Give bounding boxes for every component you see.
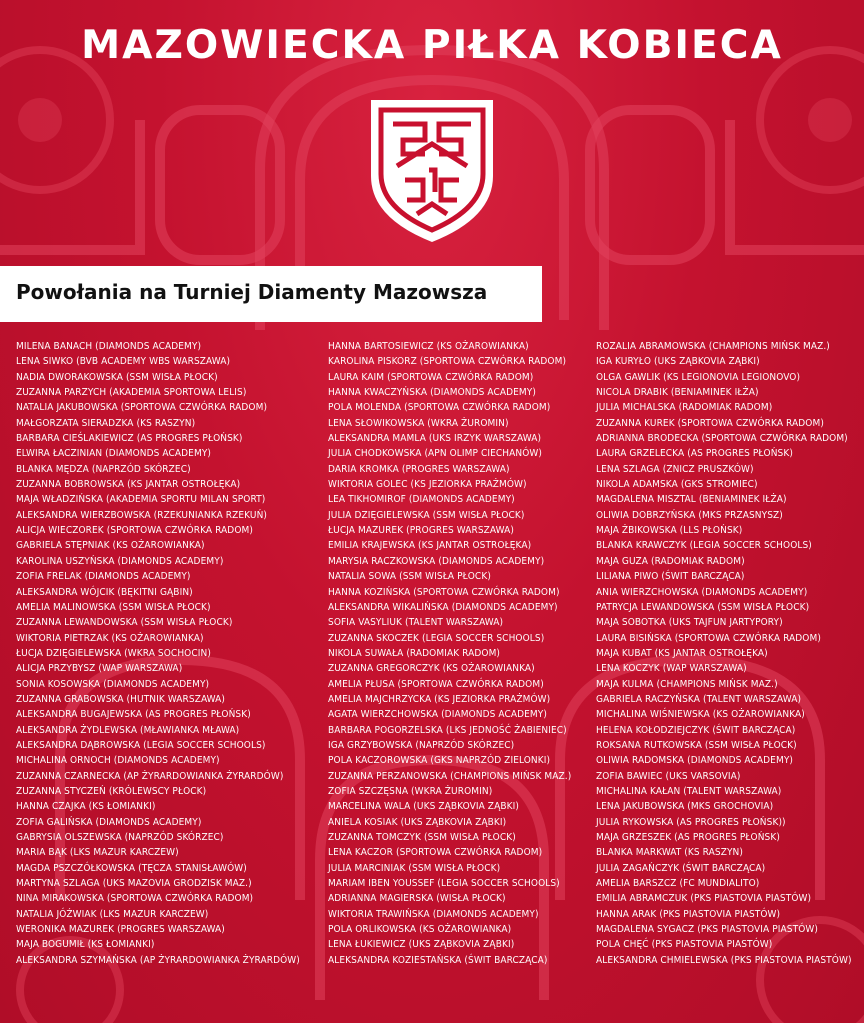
player-entry: LENA KOCZYK (WAP WARSZAWA)	[596, 663, 747, 675]
player-entry: JULIA ZAGAŃCZYK (ŚWIT BARCZĄCA)	[596, 862, 766, 874]
player-entry: AMELIA BARSZCZ (FC MUNDIALITO)	[596, 878, 760, 890]
player-entry: ALEKSANDRA SZYMAŃSKA (AP ŻYRARDOWIANKA ŻYRARDÓW)	[16, 954, 300, 966]
player-entry: NADIA DWORAKOWSKA (SSM WISŁA PŁOCK)	[16, 371, 218, 383]
player-entry: MAJA WŁADZIŃSKA (AKADEMIA SPORTU MILAN SPORT)	[16, 494, 266, 506]
player-entry: WIKTORIA PIETRZAK (KS OŻAROWIANKA)	[16, 632, 204, 644]
player-entry: AMELIA PŁUSA (SPORTOWA CZWÓRKA RADOM)	[328, 678, 544, 690]
player-entry: GABRYSIA OLSZEWSKA (NAPRZÓD SKÓRZEC)	[16, 832, 224, 843]
player-entry: MAJA SOBOTKA (UKS TAJFUN JARTYPORY)	[596, 617, 783, 629]
player-entry: ADRIANNA MAGIERSKA (WISŁA PŁOCK)	[328, 893, 506, 905]
eagle-shield-crest-icon	[367, 96, 497, 246]
player-entry: ALEKSANDRA CHMIELEWSKA (PKS PIASTOVIA PIASTÓW)	[596, 954, 852, 966]
player-entry: IGA KURYŁO (UKS ZĄBKOVIA ZĄBKI)	[596, 356, 760, 368]
player-entry: LEA TIKHOMIROF (DIAMONDS ACADEMY)	[328, 494, 515, 506]
player-entry: KAROLINA USZYŃSKA (DIAMONDS ACADEMY)	[16, 555, 224, 567]
banner	[0, 266, 542, 322]
player-entry: EMILIA KRAJEWSKA (KS JANTAR OSTROŁĘKA)	[328, 540, 532, 552]
player-entry: HANNA KOZIŃSKA (SPORTOWA CZWÓRKA RADOM)	[328, 586, 560, 598]
player-entry: ZOFIA GALIŃSKA (DIAMONDS ACADEMY)	[16, 816, 202, 828]
player-entry: NATALIA SOWA (SSM WISŁA PŁOCK)	[328, 571, 491, 583]
player-entry: HANNA BARTOSIEWICZ (KS OŻAROWIANKA)	[328, 341, 529, 352]
player-entry: HANNA CZAJKA (KS ŁOMIANKI)	[16, 801, 156, 813]
player-entry: PATRYCJA LEWANDOWSKA (SSM WISŁA PŁOCK)	[596, 601, 810, 613]
player-entry: JULIA DZIĘGIELEWSKA (SSM WISŁA PŁOCK)	[328, 509, 525, 521]
player-entry: MAGDALENA MISZTAL (BENIAMINEK IŁŻA)	[596, 494, 787, 506]
player-entry: LENA JAKUBOWSKA (MKS GROCHOVIA)	[596, 801, 774, 813]
player-entry: ANIELA KOSIAK (UKS ZĄBKOVIA ZĄBKI)	[328, 816, 507, 828]
player-entry: POLA KACZOROWSKA (GKS NAPRZÓD ZIELONKI)	[328, 755, 551, 767]
page-title: MAZOWIECKA PIŁKA KOBIECA	[81, 23, 783, 68]
player-entry: ZOFIA BAWIEC (UKS VARSOVIA)	[596, 770, 741, 782]
player-entry: NATALIA JÓŹWIAK (LKS MAZUR KARCZEW)	[16, 908, 209, 920]
player-entry: MARIAM IBEN YOUSSEF (LEGIA SOCCER SCHOOLS)	[328, 878, 560, 890]
player-entry: POLA MOLENDA (SPORTOWA CZWÓRKA RADOM)	[328, 402, 551, 414]
player-entry: NINA MIRAKOWSKA (SPORTOWA CZWÓRKA RADOM)	[16, 893, 254, 905]
player-entry: LENA SIWKO (BVB ACADEMY WBS WARSZAWA)	[16, 356, 231, 368]
player-entry: ALICJA WIECZOREK (SPORTOWA CZWÓRKA RADOM)	[16, 525, 253, 537]
player-entry: LAURA BISIŃSKA (SPORTOWA CZWÓRKA RADOM)	[596, 632, 821, 644]
player-entry: MAJA BOGUMIŁ (KS ŁOMIANKI)	[16, 939, 155, 951]
player-entry: MARCELINA WALA (UKS ZĄBKOVIA ZĄBKI)	[328, 801, 519, 813]
player-entry: AGATA WIERZCHOWSKA (DIAMONDS ACADEMY)	[328, 709, 547, 721]
player-entry: LAURA KAIM (SPORTOWA CZWÓRKA RADOM)	[328, 371, 534, 383]
player-entry: ALEKSANDRA WIKALIŃSKA (DIAMONDS ACADEMY)	[328, 601, 558, 613]
player-entry: ELWIRA ŁACZINIAN (DIAMONDS ACADEMY)	[16, 448, 212, 460]
player-entry: WIKTORIA GOLEC (KS JEZIORKA PRAŻMÓW)	[328, 479, 527, 491]
player-entry: ŁUCJA DZIĘGIELEWSKA (WKRA SOCHOCIN)	[16, 647, 211, 659]
player-entry: ALEKSANDRA ŻYDLEWSKA (MŁAWIANKA MŁAWA)	[16, 724, 240, 736]
player-entry: BLANKA MARKWAT (KS RASZYN)	[596, 847, 743, 859]
player-entry: ALEKSANDRA KOZIESTAŃSKA (ŚWIT BARCZĄCA)	[328, 954, 548, 966]
player-entry: SOFIA VASYLIUK (TALENT WARSZAWA)	[328, 617, 504, 629]
player-entry: JULIA MARCINIAK (SSM WISŁA PŁOCK)	[328, 862, 501, 874]
player-entry: MAJA GRZESZEK (AS PROGRES PŁOŃSK)	[596, 832, 780, 843]
player-entry: ROZALIA ABRAMOWSKA (CHAMPIONS MIŃSK MAZ.)	[596, 341, 830, 352]
player-entry: MAJA KULMA (CHAMPIONS MIŃSK MAZ.)	[596, 678, 778, 690]
player-entry: OLGA GAWLIK (KS LEGIONOVIA LEGIONOVO)	[596, 371, 801, 383]
player-entry: HANNA KWACZYŃSKA (DIAMONDS ACADEMY)	[328, 387, 536, 399]
player-entry: ALEKSANDRA WIERZBOWSKA (RZEKUNIANKA RZEKUŃ)	[16, 509, 268, 521]
player-entry: MAJA KUBAT (KS JANTAR OSTROŁĘKA)	[596, 647, 768, 659]
player-entry: MICHALINA ORNOCH (DIAMONDS ACADEMY)	[16, 755, 220, 767]
player-entry: MARIA BĄK (LKS MAZUR KARCZEW)	[16, 847, 179, 859]
player-entry: MAJA ŻBIKOWSKA (LLS PŁOŃSK)	[596, 525, 743, 537]
player-entry: BARBARA POGORZELSKA (LKS JEDNOŚĆ ŻABIENIEC)	[328, 724, 567, 736]
player-entry: ZUZANNA CZARNECKA (AP ŻYRARDOWIANKA ŻYRARDÓW)	[16, 770, 284, 782]
player-entry: POLA ORLIKOWSKA (KS OŻAROWIANKA)	[328, 924, 512, 936]
player-entry: LENA SZLAGA (ZNICZ PRUSZKÓW)	[596, 463, 754, 475]
player-entry: ALEKSANDRA BUGAJEWSKA (AS PROGRES PŁOŃSK)	[16, 709, 251, 721]
player-entry: JULIA RYKOWSKA (AS PROGRES PŁOŃSK))	[596, 816, 786, 828]
player-entry: OLIWIA RADOMSKA (DIAMONDS ACADEMY)	[596, 755, 794, 767]
player-entry: MICHALINA WIŚNIEWSKA (KS OŻAROWIANKA)	[596, 709, 805, 721]
player-entry: EMILIA ABRAMCZUK (PKS PIASTOVIA PIASTÓW)	[596, 893, 812, 905]
player-entry: ZUZANNA GREGORCZYK (KS OŻAROWIANKA)	[328, 663, 535, 675]
player-entry: MICHALINA KAŁAN (TALENT WARSZAWA)	[596, 785, 782, 797]
player-entry: POLA CHĘĆ (PKS PIASTOVIA PIASTÓW)	[596, 939, 773, 951]
player-entry: MAŁGORZATA SIERADZKA (KS RASZYN)	[16, 417, 196, 429]
player-entry: BARBARA CIEŚLAKIEWICZ (AS PROGRES PŁOŃSK)	[16, 433, 243, 445]
player-entry: MILENA BANACH (DIAMONDS ACADEMY)	[16, 341, 202, 352]
player-entry: ZUZANNA LEWANDOWSKA (SSM WISŁA PŁOCK)	[16, 617, 233, 629]
player-entry: SONIA KOSOWSKA (DIAMONDS ACADEMY)	[16, 678, 210, 690]
player-entry: IGA GRZYBOWSKA (NAPRZÓD SKÓRZEC)	[328, 739, 515, 751]
player-entry: ZUZANNA STYCZEŃ (KRÓLEWSCY PŁOCK)	[16, 785, 207, 797]
player-entry: HELENA KOŁODZIEJCZYK (ŚWIT BARCZĄCA)	[596, 724, 796, 736]
player-entry: ADRIANNA BRODECKA (SPORTOWA CZWÓRKA RADOM)	[596, 433, 848, 445]
player-entry: KAROLINA PISKORZ (SPORTOWA CZWÓRKA RADOM)	[328, 356, 567, 368]
player-entry: BLANKA KRAWCZYK (LEGIA SOCCER SCHOOLS)	[596, 540, 812, 552]
player-entry: ZUZANNA TOMCZYK (SSM WISŁA PŁOCK)	[328, 832, 516, 843]
player-entry: OLIWIA DOBRZYŃSKA (MKS PRZASNYSZ)	[596, 509, 783, 521]
player-entry: MAGDALENA SYGACZ (PKS PIASTOVIA PIASTÓW)	[596, 924, 818, 936]
player-entry: ZUZANNA SKOCZEK (LEGIA SOCCER SCHOOLS)	[328, 632, 545, 644]
player-entry: ZUZANNA PERZANOWSKA (CHAMPIONS MIŃSK MAZ.)	[328, 770, 572, 782]
player-entry: LENA ŁUKIEWICZ (UKS ZĄBKOVIA ZĄBKI)	[328, 939, 515, 951]
player-entry: ALEKSANDRA WÓJCIK (BĘKITNI GĄBIN)	[16, 586, 193, 598]
player-entry: LENA SŁOWIKOWSKA (WKRA ŻUROMIN)	[328, 417, 509, 429]
player-entry: ZUZANNA PARZYCH (AKADEMIA SPORTOWA LELIS)	[16, 387, 247, 399]
player-entry: NIKOLA ADAMSKA (GKS STROMIEC)	[596, 479, 758, 491]
player-entry: MARTYNA SZLAGA (UKS MAZOVIA GRODZISK MAZ.)	[16, 878, 252, 890]
players-column-2	[328, 339, 571, 968]
player-entry: LAURA GRZELECKA (AS PROGRES PŁOŃSK)	[596, 448, 793, 460]
players-column-1	[16, 339, 300, 968]
player-entry: LENA KACZOR (SPORTOWA CZWÓRKA RADOM)	[328, 847, 543, 859]
player-entry: HANNA ARAK (PKS PIASTOVIA PIASTÓW)	[596, 908, 781, 920]
player-entry: NATALIA JAKUBOWSKA (SPORTOWA CZWÓRKA RADOM)	[16, 402, 268, 414]
player-entry: MAGDA PSZCZÓŁKOWSKA (TĘCZA STANISŁAWÓW)	[16, 862, 247, 874]
banner-title: Powołania na Turniej Diamenty Mazowsza	[16, 280, 488, 304]
player-entry: AMELIA MAJCHRZYCKA (KS JEZIORKA PRAŻMÓW)	[328, 693, 551, 705]
player-entry: ZUZANNA BOBROWSKA (KS JANTAR OSTROŁĘKA)	[16, 479, 241, 491]
player-entry: ZUZANNA GRABOWSKA (HUTNIK WARSZAWA)	[16, 693, 225, 705]
player-entry: NICOLA DRABIK (BENIAMINEK IŁŻA)	[596, 387, 759, 399]
player-entry: ALEKSANDRA DĄBROWSKA (LEGIA SOCCER SCHOOLS)	[16, 739, 266, 751]
player-entry: MAJA GUZA (RADOMIAK RADOM)	[596, 555, 745, 567]
player-entry: DARIA KROMKA (PROGRES WARSZAWA)	[328, 463, 510, 475]
player-entry: ZOFIA SZCZĘSNA (WKRA ŻUROMIN)	[328, 785, 493, 797]
players-column-3	[596, 339, 852, 968]
player-entry: AMELIA MALINOWSKA (SSM WISŁA PŁOCK)	[16, 601, 211, 613]
player-entry: ZOFIA FRELAK (DIAMONDS ACADEMY)	[16, 571, 191, 583]
player-entry: NIKOLA SUWAŁA (RADOMIAK RADOM)	[328, 647, 501, 659]
player-entry: ALEKSANDRA MAMLA (UKS IRZYK WARSZAWA)	[328, 433, 542, 445]
player-entry: ALICJA PRZYBYSZ (WAP WARSZAWA)	[16, 663, 183, 675]
player-entry: ZUZANNA KUREK (SPORTOWA CZWÓRKA RADOM)	[596, 417, 824, 429]
player-entry: JULIA CHODKOWSKA (APN OLIMP CIECHANÓW)	[328, 448, 543, 460]
player-entry: JULIA MICHALSKA (RADOMIAK RADOM)	[596, 402, 773, 414]
player-entry: ŁUCJA MAZUREK (PROGRES WARSZAWA)	[328, 525, 514, 537]
player-entry: WERONIKA MAZUREK (PROGRES WARSZAWA)	[16, 924, 225, 936]
player-entry: GABRIELA RACZYŃSKA (TALENT WARSZAWA)	[596, 693, 802, 705]
player-entry: LILIANA PIWO (ŚWIT BARCZĄCA)	[596, 571, 745, 583]
player-entry: GABRIELA STĘPNIAK (KS OŻAROWIANKA)	[16, 540, 205, 552]
player-entry: ANIA WIERZCHOWSKA (DIAMONDS ACADEMY)	[596, 586, 808, 598]
player-entry: BLANKA MĘDZA (NAPRZÓD SKÓRZEC)	[16, 463, 191, 475]
player-entry: WIKTORIA TRAWIŃSKA (DIAMONDS ACADEMY)	[328, 908, 539, 920]
player-entry: MARYSIA RACZKOWSKA (DIAMONDS ACADEMY)	[328, 555, 545, 567]
player-entry: ROKSANA RUTKOWSKA (SSM WISŁA PŁOCK)	[596, 739, 797, 751]
